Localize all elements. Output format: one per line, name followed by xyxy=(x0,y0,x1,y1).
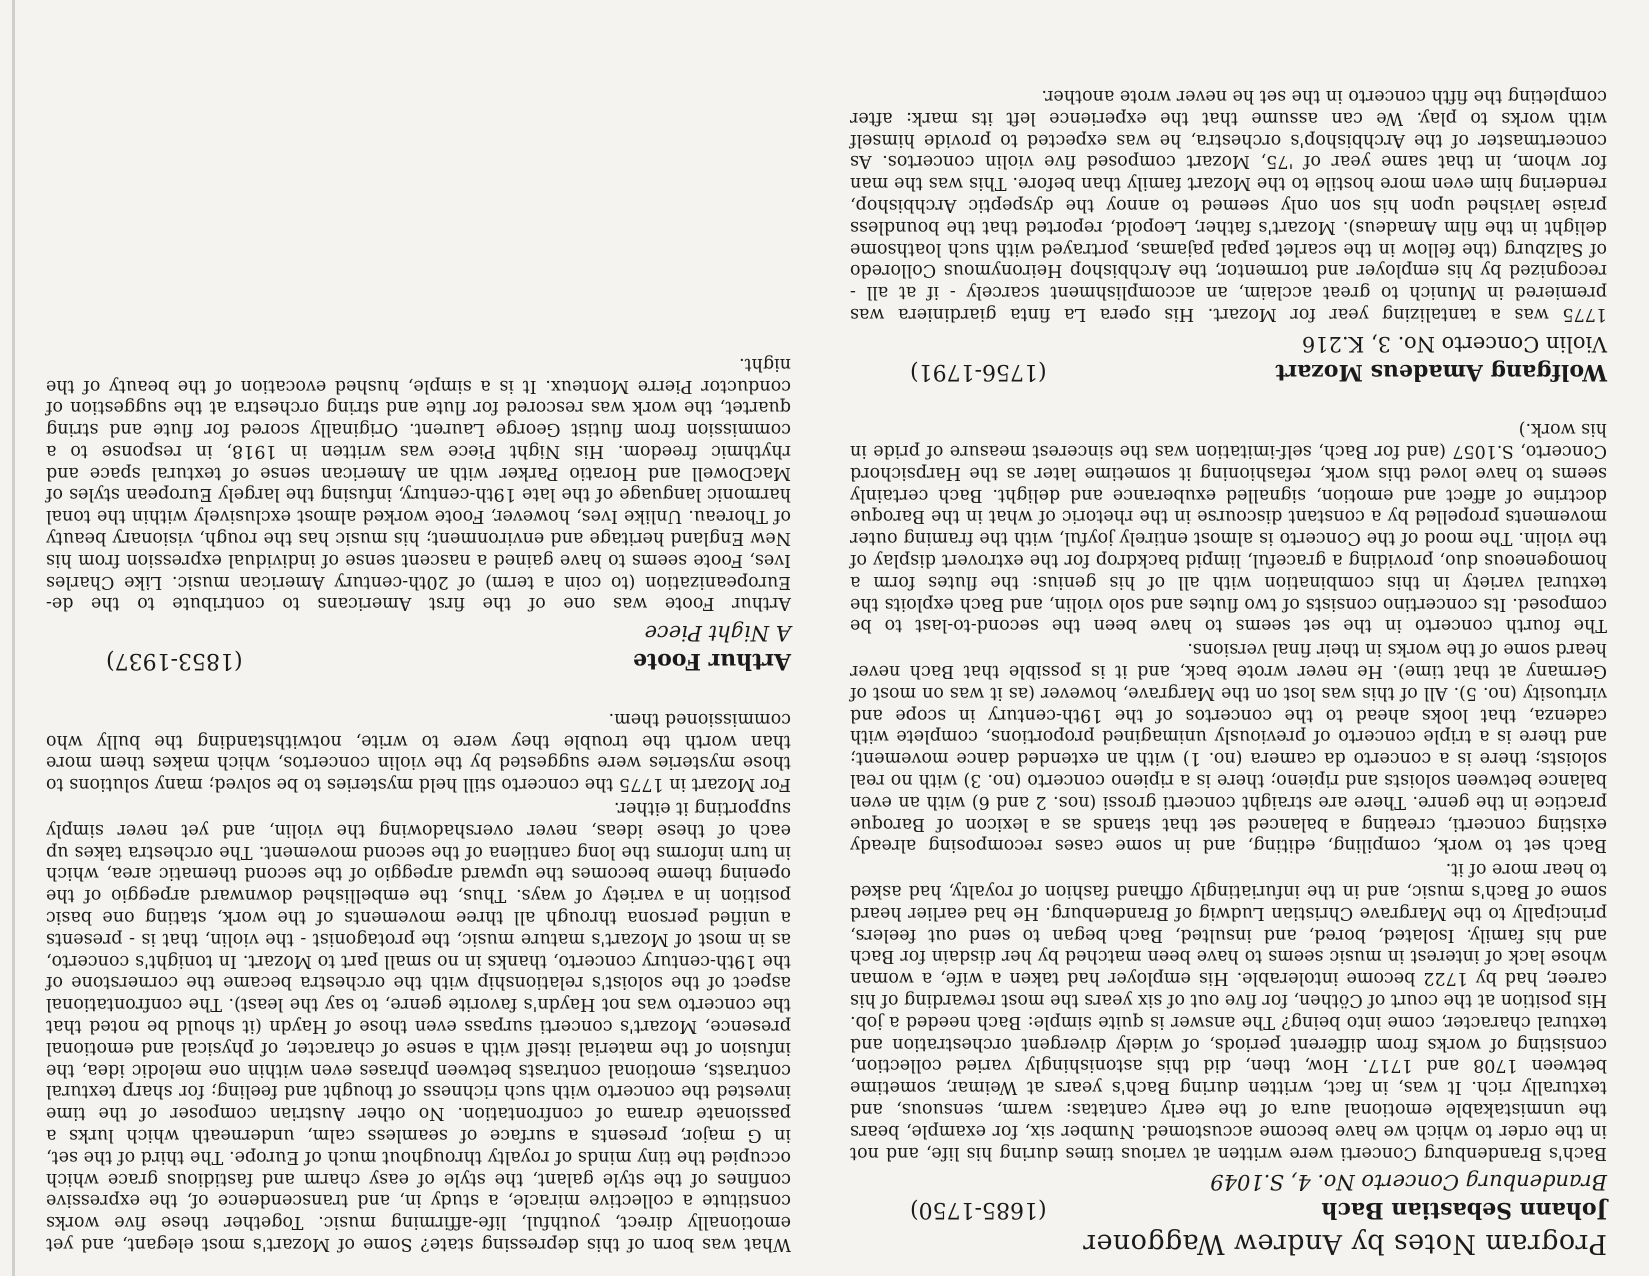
foote-heading xyxy=(46,648,791,675)
bach-composer: Johann Sebastian Bach xyxy=(1321,1197,1607,1224)
mozart-composer: Wolfgang Amadeus Mozart xyxy=(1275,358,1607,385)
bach-heading xyxy=(850,1197,1607,1224)
foote-composer: Arthur Foote xyxy=(633,648,791,675)
series-title: Program Notes by Andrew Waggoner xyxy=(1082,1228,1607,1259)
mozart-dates: (1756-1791) xyxy=(910,358,1047,384)
bach-work-title: Brandenburg Concerto No. 4, S.1049 xyxy=(1210,1170,1607,1195)
mozart-paragraph: What was born of this depressing state? Some of Mozart's most elegant, and yet emotionally direct, youthful, life-affirming music. Together these five works constitute a collective miracle, a study in, and transcendence of, the expressive confines of the style galant, the style of easy charm and fastidious grace which occupied the tiny minds of royalty throughout much of Europe. The third of the set, in G major, presents a surface of seamless calm, underneath which lurks a passionate drama of confrontation. No other Austrian composer of the time invested the concerto with such richness of thought and feeling; for sharp textural contrasts, emotional contrasts between phrases even within one melodic idea, the infusion of the material itself with a sense of character, of physical and emotional presence, Mozart's concerti surpass even those of Haydn (it should be noted that the concerto was not Haydn's favorite genre, to say the least). The confrontational aspect of the soloist's relationship with the orchestra became the cornerstone of the 19th-century concerto, thanks in no small part to Mozart. In tonight's concerto, as in most of Mozart's mature music, the protagonist - the violin, that is - presents a unified persona through all three movements of the work, stating one basic position in a variety of ways. Thus, the embellished downward arpeggio of the opening theme becomes the upward arpeggio of the second thematic area, which in turn informs the long cantilena of the second movement. The orchestra takes up each of these ideas, never overshadowing the violin, and yet never simply supporting it either. xyxy=(46,798,791,1254)
bach-dates: (1685-1750) xyxy=(910,1197,1047,1223)
foote-paragraph: Arthur Foote was one of the first Americans to contribute to the de-Europeanization (to coin a term) of 20th-century American music. Like Charles Ives, Foote seems to have gained a nascent sense of individual expression from his New England heritage and environment; his music has the rough, visionary beauty of Thoreau. Unlike Ives, however, Foote worked almost exclusively within the tonal harmonic language of the late 19th-century, infusing the largely European styles of MacDowell and Horatio Parker with an American sense of textural space and rhythmic freedom. His Night Piece was written in 1918, in response to a commission from flutist George Laurent. Originally scored for flute and string quartet, the work was rescored for flute and string orchestra at the suggestion of conductor Pierre Monteux. It is a simple, hushed evocation of the beauty of the night. xyxy=(46,353,791,614)
bach-paragraph: Bach's Brandenburg Concerti were written at various times during his life, and not in the order to which we have become accustomed. Number six, for example, bears the unmistakable emotional aura of the early cantatas: warm, sensuous, and texturally rich. It was, in fact, written during Bach's years at Weimar, sometime between 1708 and 1717. How, then, did this astonishingly varied collection, consisting of works from different periods, of widely divergent orchestration and textural character, come into being? The answer is quite simple: Bach needed a job. His position at the court of Cöthen, for five out of six years the most rewarding of his career, had by 1722 become intolerable. His employer had taken a wife, a woman whose lack of interest in music seems to have been matched by her disdain for Bach and his family. Isolated, bored, and insulted, Bach began to send out feelers, principally to the Margrave Christian Ludwig of Brandenburg. He had earlier heard some of Bach's music, and in the infuriatingly offhand fashion of royalty, had asked to hear more of it. xyxy=(850,859,1607,1163)
left-column xyxy=(850,82,1607,1259)
foote-work-title: A Night Piece xyxy=(644,621,791,646)
mozart-paragraph: 1775 was a tantalizing year for Mozart. His opera La finta giardiniera was premiered in Munich to great acclaim, an accomplishment scarcely - if at all - recognized by his employer and tormentor, the Archbishop Heironymous Colloredo of Salzburg (the fellow in the scarlet papal pajamas, portrayed with such loathsome delight in the film Amadeus). Mozart's father, Leopold, reported that the boundless praise lavished upon his son only seemed to annoy the dyspeptic Archbishop, rendering him even more hostile to the Mozart family than before. This was the man for whom, in that same year of '75, Mozart composed five violin concertos. As concertmaster of the Archbishop's orchestra, he was expected to provide himself with works to play. We can assume that the experience left its mark: after completing the fifth concerto in the set he never wrote another. xyxy=(850,85,1607,324)
mozart-paragraph: For Mozart in 1775 the concerto still held mysteries to be solved; many solutions to those mysteries were suggested by the violin concertos, which makes them more than worth the trouble they were to write, notwithstanding the bully who commissioned them. xyxy=(46,708,791,795)
bach-paragraph: The fourth concerto in the set seems to have been the second-to-last to be composed. Its concertino consists of two flutes and solo violin, and Bach exploits the textural variety in this combination with all of his genius: the flutes form a homogeneous duo, providing a graceful, limpid backdrop for the extrovert display of the violin. The mood of the Concerto is almost entirely joyful, with the framing outer movements propelled by a constant discourse in the rhetoric of what in the Baroque doctrine of affect and emotion, signalled exuberance and delight. Bach certainly seems to have loved this work, refashioning it sometime later as the Harpsichord Concerto, S.1057 (and for Bach, self-imitation was the sincerest measure of pride in his work.) xyxy=(850,419,1607,636)
bach-paragraph: Bach set to work, compiling, editing, and in some cases recomposing already existing concerti, creating a balanced set that stands as a lexicon of Baroque practice in the genre. There are straight concerti grossi (nos. 2 and 6) with an even balance between soloists and ripieno; there is a ripieno concerto (no. 3) with no real soloists; there is a concerto da camera (no. 1) with an extended dance movement; and there is a triple concerto of previously unimagined proportions, complete with cadenza, that looks ahead to the concertos of the 19th-century in scope and virtuosity (no. 5). All of this was lost on the Margrave, however (as it was on most of Germany at that time). He never wrote back, and it is possible that Bach never heard some of the works in their final versions. xyxy=(850,639,1607,856)
mozart-heading xyxy=(850,358,1607,385)
foote-dates: (1853-1937) xyxy=(106,648,243,674)
mozart-work-title: Violin Concerto No. 3, K.216 xyxy=(1301,331,1607,356)
page-edge-rule xyxy=(12,0,15,1276)
right-column xyxy=(46,350,791,1254)
